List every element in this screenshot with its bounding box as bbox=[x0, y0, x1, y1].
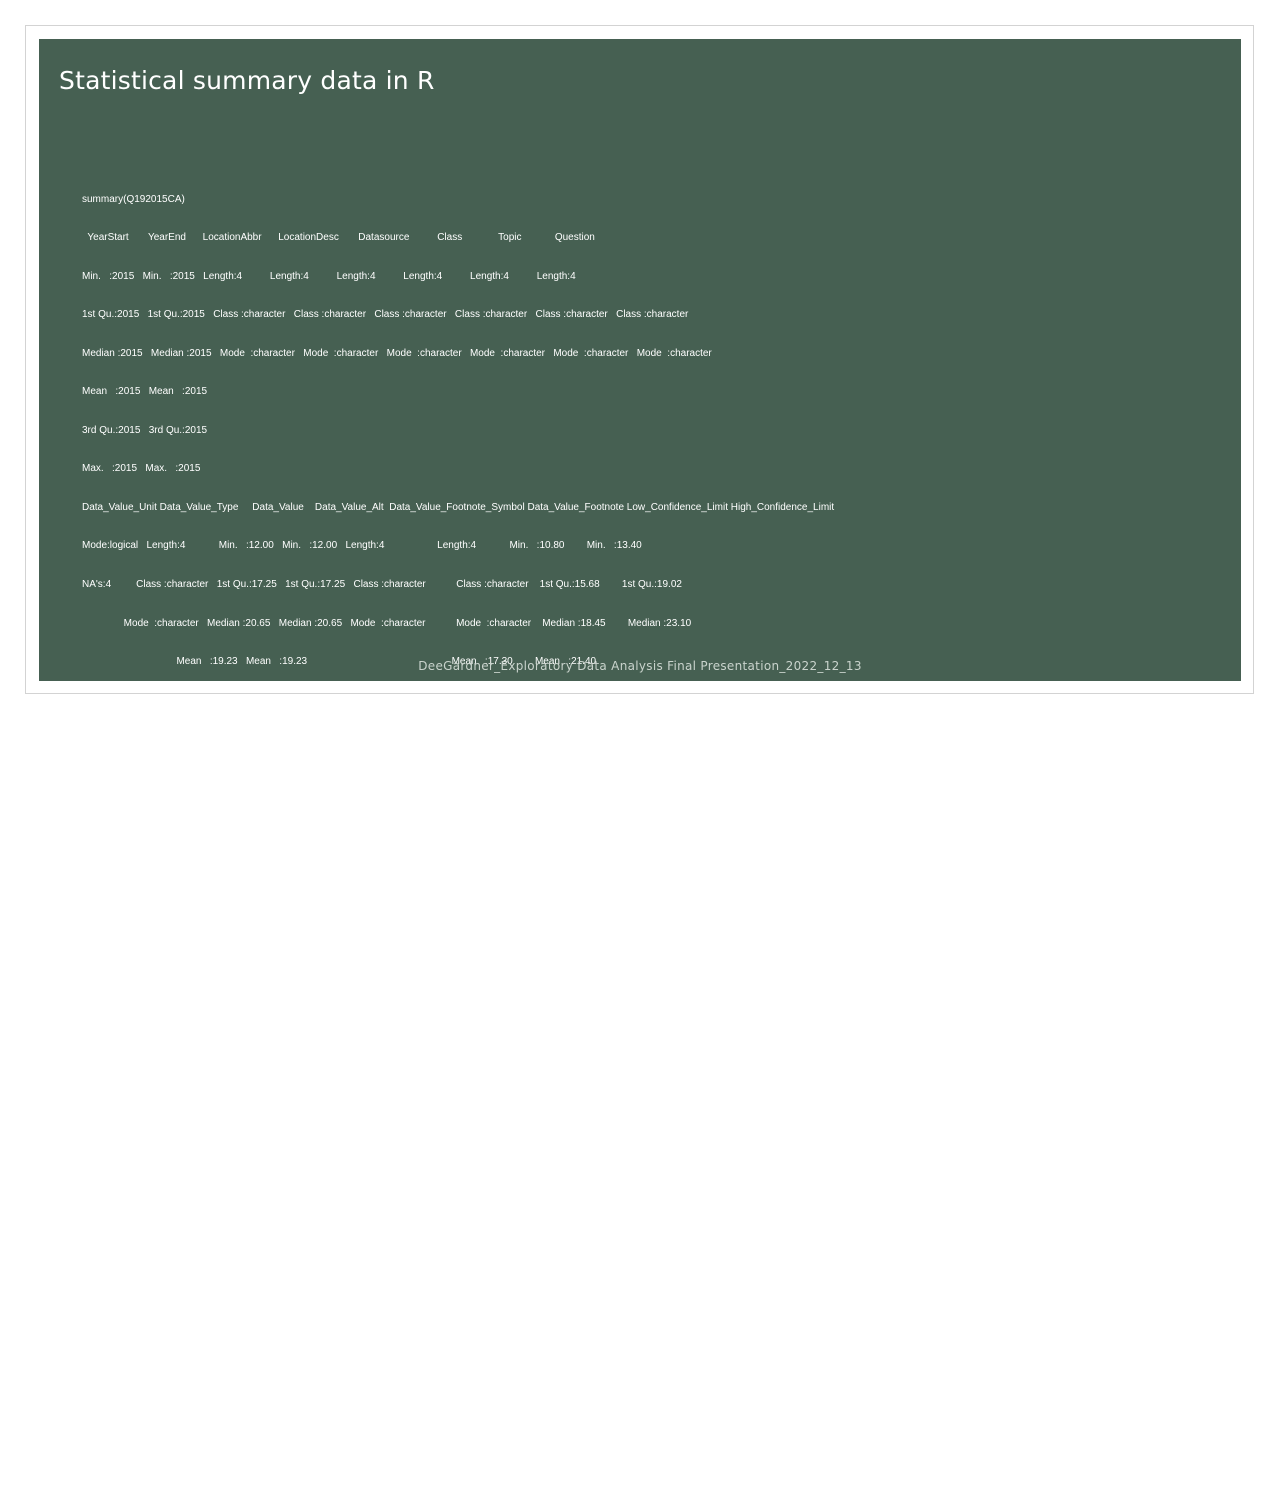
slide-footer: DeeGardner_Exploratory Data Analysis Final Presentation_2022_12_13 bbox=[418, 659, 862, 673]
console-line: Mean :2705 bbox=[82, 925, 141, 937]
console-line: Mode:logical Length:4 Min. :12.00 Min. :12.00 Length:4 Length:4 Min. :10.80 Min. :13.40 bbox=[82, 540, 642, 552]
console-line: Mean :19.23 Mean :19.23 Mean :17.30 Mean :21.40 bbox=[82, 656, 597, 668]
console-line: 3rd Qu.:22.62 3rd Qu.:22.62 3rd Qu.:20.07 3rd Qu.:25.48 bbox=[82, 694, 594, 706]
console-line: Mode :character Median :20.65 Median :20.65 Mode :character Mode :character Median :18.45 Median :23.10 bbox=[82, 617, 692, 629]
console-line: 3rd Qu.:2015 3rd Qu.:2015 bbox=[82, 424, 208, 436]
console-line: Min. :2015 Min. :2015 Length:4 Length:4 Length:4 Length:4 Length:4 Length:4 bbox=[82, 270, 576, 282]
console-line: summary(Q192015CA) bbox=[82, 193, 185, 205]
console-line: StratificationID1 bbox=[82, 1349, 153, 1361]
console-line: 3rd Qu.:3275 bbox=[82, 964, 141, 976]
r-console-output bbox=[82, 168, 834, 1504]
console-line: Max. :2015 Max. :2015 bbox=[82, 463, 201, 475]
console-line: Max. :4494 bbox=[82, 1002, 138, 1014]
console-line: Length:4 bbox=[82, 1388, 121, 1400]
console-line: Mean :2015 Mean :2015 bbox=[82, 386, 208, 398]
console-line: Mode :character bbox=[82, 1465, 158, 1477]
console-line: Sample_Size Total Age(years) Education Gender Income Race/Ethnicity GeoLocation bbox=[82, 771, 617, 783]
slide bbox=[39, 39, 1241, 1477]
console-line bbox=[82, 1311, 834, 1324]
console-line: Median :2015 Median :2015 Mode :character Mode :character Mode :character Mode :character Mode :character Mode :character bbox=[82, 347, 712, 359]
console-line: Mode :character Mode :character Mode :character Mode :character Median :6 Mode :character Mode :character Mode :character bbox=[82, 1156, 724, 1168]
console-line: ClassID TopicID QuestionID DataValueTypeID LocationID StratificationCategory1 Stratification1 StratificationCategoryId1 bbox=[82, 1041, 714, 1053]
console-line: Class :character Class :character Class :character Class :character 1st Qu.:6 Class :character Class :character Class :character bbox=[82, 1118, 701, 1130]
console-line: Max. :6 bbox=[82, 1272, 338, 1284]
console-line: Length:4 Length:4 Length:4 Length:4 Min. :6 Length:4 Length:4 Length:4 bbox=[82, 1079, 582, 1091]
slide-title: Statistical summary data in R bbox=[59, 66, 435, 95]
console-line: Min. :1378 Length:4 Length:4 Length:4 Length:4 Length:4 Length:4 Length:4 bbox=[82, 810, 582, 822]
console-line: Data_Value_Unit Data_Value_Type Data_Value Data_Value_Alt Data_Value_Footnote_Symbol Data_Value_Footnote Low_Confidence_Limit High_Confidence_Limit bbox=[82, 501, 835, 513]
console-line: NA's:4 Class :character 1st Qu.:17.25 1st Qu.:17.25 Class :character Class :character 1st Qu.:15.68 1st Qu.:19.02 bbox=[82, 579, 682, 590]
console-line: 1st Qu.:2015 1st Qu.:2015 Class :character Class :character Class :character Class :character Class :character Class :character bbox=[82, 309, 689, 321]
console-line: YearStart YearEnd LocationAbbr LocationDesc Datasource Class Topic Question bbox=[82, 232, 595, 244]
console-line: 1st Qu.:1904 Class :character Class :character Class :character Class :character Class :character Class :character Class :character bbox=[82, 848, 704, 860]
console-line: 3rd Qu.:6 bbox=[82, 1234, 341, 1246]
console-line: Max. :23.60 Max. :23.60 Max. :21.50 Max. :26.00 bbox=[82, 733, 580, 745]
console-line: Mean :6 bbox=[82, 1195, 341, 1207]
console-line: Median :2474 Mode :character Mode :character Mode :character Mode :character Mode :character Mode :character Mode :character bbox=[82, 887, 727, 899]
console-line: Class :character bbox=[82, 1426, 155, 1438]
